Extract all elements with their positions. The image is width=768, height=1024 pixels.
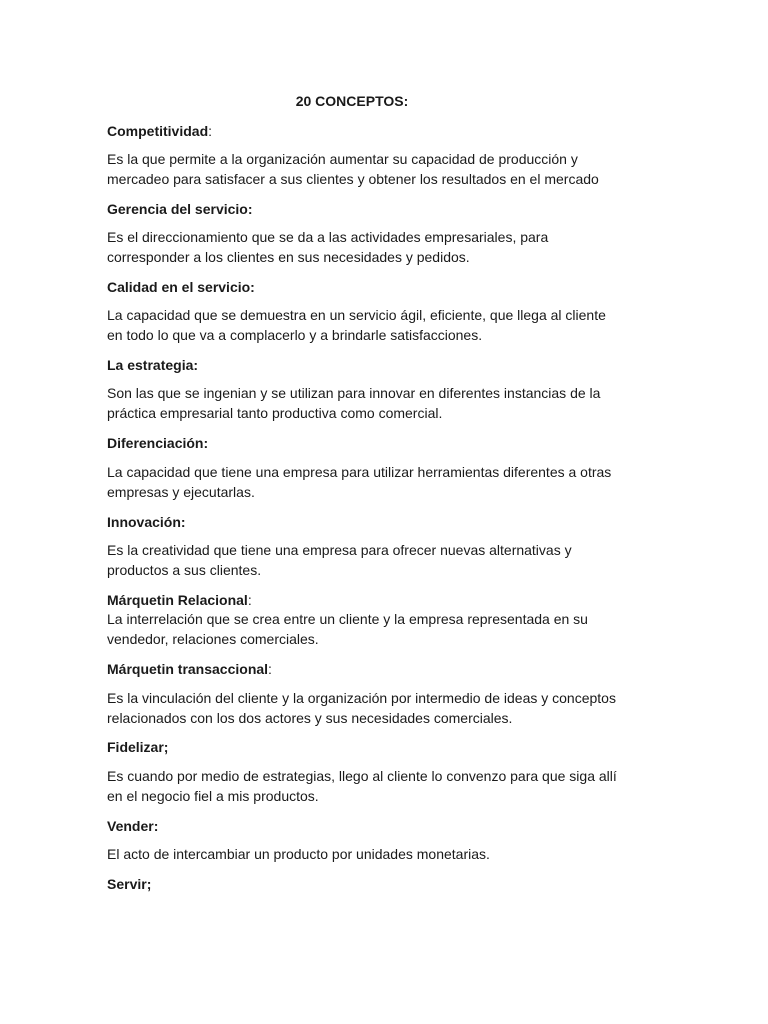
concept-term: Márquetin transaccional <box>107 661 269 677</box>
definition-line: La capacidad que se demuestra en un servicio ágil, eficiente, que llega al cliente <box>107 307 606 323</box>
concept-punct: : <box>247 592 252 608</box>
concept-heading <box>107 277 255 297</box>
concept-definition <box>107 384 667 423</box>
definition-line: en todo lo que va a complacerlo y a brindarle satisfacciones. <box>107 326 483 343</box>
concept-punct: : <box>268 661 272 677</box>
concept-term: Vender: <box>107 818 159 834</box>
definition-line: mercadeo para satisfacer a sus clientes y obtener los resultados en el mercado <box>107 170 599 187</box>
concept-definition <box>107 541 667 580</box>
concept-heading <box>107 512 186 532</box>
concept-definition <box>107 845 667 865</box>
definition-line: empresas y ejecutarlas. <box>107 483 255 500</box>
concept-heading <box>107 121 212 141</box>
concept-term: Diferenciación: <box>107 435 209 451</box>
definition-line: La capacidad que tiene una empresa para utilizar herramientas diferentes a otras <box>107 464 612 480</box>
concept-definition <box>107 689 667 728</box>
definition-line: en el negocio fiel a mis productos. <box>107 787 319 804</box>
concept-punct: : <box>208 123 213 139</box>
concept-definition <box>107 463 667 502</box>
concept-heading <box>107 355 198 375</box>
definition-line: Es la que permite a la organización aumentar su capacidad de producción y <box>107 151 578 167</box>
definition-line: Es el direccionamiento que se da a las actividades empresariales, para <box>107 229 549 245</box>
definition-line: La interrelación que se crea entre un cliente y la empresa representada en su <box>107 611 588 627</box>
concept-heading <box>107 816 158 836</box>
concept-term: La estrategia: <box>107 357 199 373</box>
concept-definition <box>107 767 667 806</box>
concept-term: Innovación: <box>107 514 186 530</box>
concept-term: Servir; <box>107 876 152 892</box>
concept-term: Márquetin Relacional <box>107 592 248 608</box>
concept-heading <box>107 659 272 679</box>
definition-line: Es la vinculación del cliente y la organización por intermedio de ideas y conceptos <box>107 690 616 706</box>
concept-heading <box>107 433 208 453</box>
concept-heading <box>107 874 151 894</box>
concept-term: Competitividad <box>107 123 209 139</box>
concept-definition <box>107 228 667 267</box>
concept-definition <box>107 306 667 345</box>
concept-heading <box>107 590 252 610</box>
document-title: 20 CONCEPTOS: <box>295 93 409 109</box>
definition-line: relacionados con los dos actores y sus necesidades comerciales. <box>107 709 513 726</box>
concept-term: Gerencia del servicio: <box>107 201 253 217</box>
definition-line: Es cuando por medio de estrategias, llego al cliente lo convenzo para que siga allí <box>107 768 617 784</box>
concept-term: Fidelizar; <box>107 739 169 755</box>
definition-line: productos a sus clientes. <box>107 561 262 578</box>
definition-line: Es la creatividad que tiene una empresa para ofrecer nuevas alternativas y <box>107 542 572 558</box>
concept-definition <box>107 610 667 649</box>
concept-heading <box>107 737 168 757</box>
concept-term: Calidad en el servicio: <box>107 279 255 295</box>
concept-definition <box>107 150 667 189</box>
definition-line: corresponder a los clientes en sus necesidades y pedidos. <box>107 248 470 265</box>
concept-heading <box>107 199 253 219</box>
definition-line: Son las que se ingenian y se utilizan para innovar en diferentes instancias de la <box>107 385 601 401</box>
definition-line: vendedor, relaciones comerciales. <box>107 630 319 647</box>
definition-line: El acto de intercambiar un producto por unidades monetarias. <box>107 846 490 862</box>
definition-line: práctica empresarial tanto productiva como comercial. <box>107 404 443 421</box>
